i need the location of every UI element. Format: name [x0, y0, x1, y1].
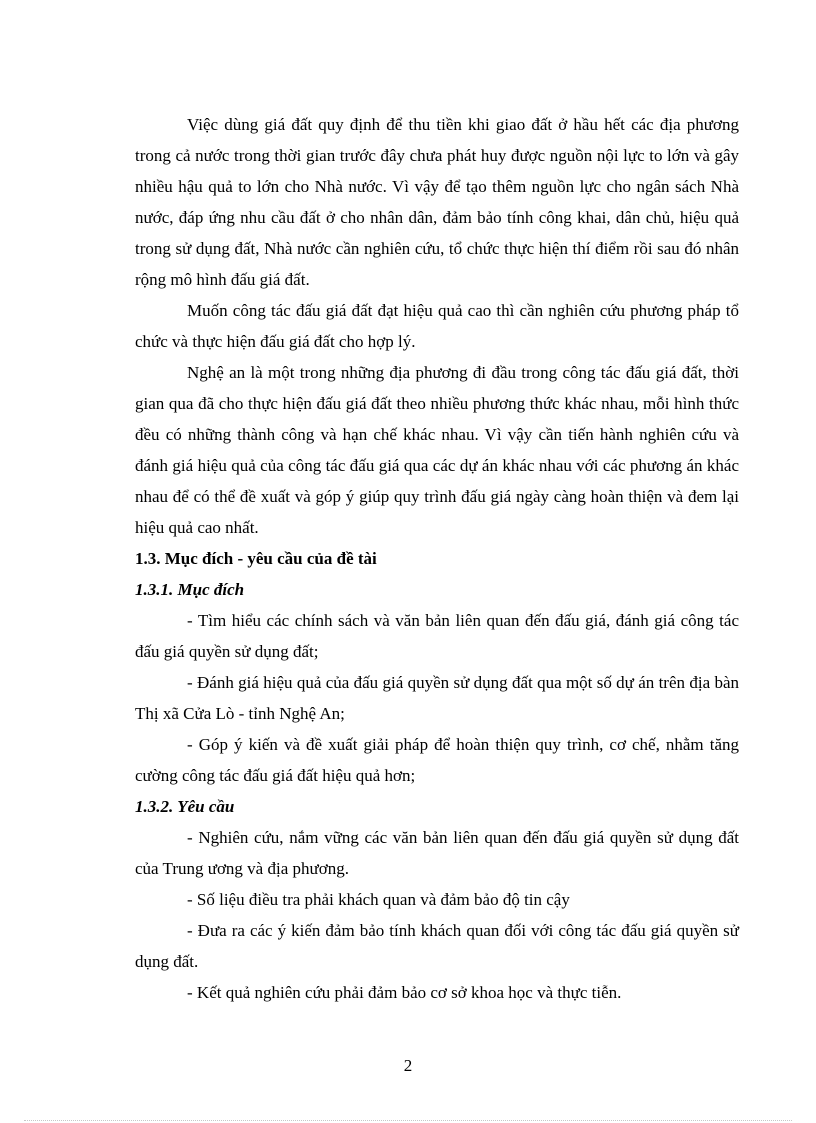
page-number: 2	[403, 1056, 413, 1075]
purpose-item-2: - Đánh giá hiệu quả của đấu giá quyền sử dụng đất qua một số dự án trên địa bàn Thị xã Cửa Lò - tỉnh Nghệ An;	[135, 673, 739, 723]
intro-paragraph-2: Muốn công tác đấu giá đất đạt hiệu quả cao thì cần nghiên cứu phương pháp tổ chức và thực hiện đấu giá đất cho hợp lý.	[135, 301, 739, 351]
document-body	[135, 109, 739, 1008]
requirement-item-3: - Đưa ra các ý kiến đảm bảo tính khách quan đối với công tác đấu giá quyền sử dụng đất.	[135, 921, 739, 971]
section-heading: 1.3. Mục đích - yêu cầu của đề tài	[135, 549, 377, 568]
subsection-purpose-heading: 1.3.1. Mục đích	[135, 580, 245, 599]
footer-divider	[24, 1120, 792, 1121]
purpose-item-1: - Tìm hiểu các chính sách và văn bản liên quan đến đấu giá, đánh giá công tác đấu giá quyền sử dụng đất;	[135, 611, 739, 661]
intro-paragraph-3: Nghệ an là một trong những địa phương đi đầu trong công tác đấu giá đất, thời gian qua đã cho thực hiện đấu giá đất theo nhiều phương thức khác nhau, mỗi hình thức đều có những thành công và hạn chế khác nhau. Vì vậy cần tiến hành nghiên cứu và đánh giá hiệu quả của công tác đấu giá qua các dự án khác nhau với các phương án khác nhau để có thể đề xuất và góp ý giúp quy trình đấu giá ngày càng hoàn thiện và đem lại hiệu quả cao nhất.	[135, 363, 739, 537]
intro-paragraph-1: Việc dùng giá đất quy định để thu tiền khi giao đất ở hầu hết các địa phương trong cả nước trong thời gian trước đây chưa phát huy được nguồn nội lực to lớn và gây nhiều hậu quả to lớn cho Nhà nước. Vì vậy để tạo thêm nguồn lực cho ngân sách Nhà nước, đáp ứng nhu cầu đất ở cho nhân dân, đảm bảo tính công khai, dân chủ, hiệu quả trong sử dụng đất, Nhà nước cần nghiên cứu, tổ chức thực hiện thí điểm rồi sau đó nhân rộng mô hình đấu giá đất.	[135, 115, 739, 289]
requirement-item-1: - Nghiên cứu, nắm vững các văn bản liên quan đến đấu giá quyền sử dụng đất của Trung ương và địa phương.	[135, 828, 739, 878]
subsection-requirements-heading: 1.3.2. Yêu cầu	[135, 797, 235, 816]
requirement-item-4: - Kết quả nghiên cứu phải đảm bảo cơ sở khoa học và thực tiễn.	[187, 983, 622, 1002]
requirement-item-2: - Số liệu điều tra phải khách quan và đảm bảo độ tin cậy	[187, 890, 570, 909]
purpose-item-3: - Góp ý kiến và đề xuất giải pháp để hoàn thiện quy trình, cơ chế, nhằm tăng cường công tác đấu giá đất hiệu quả hơn;	[135, 735, 739, 785]
